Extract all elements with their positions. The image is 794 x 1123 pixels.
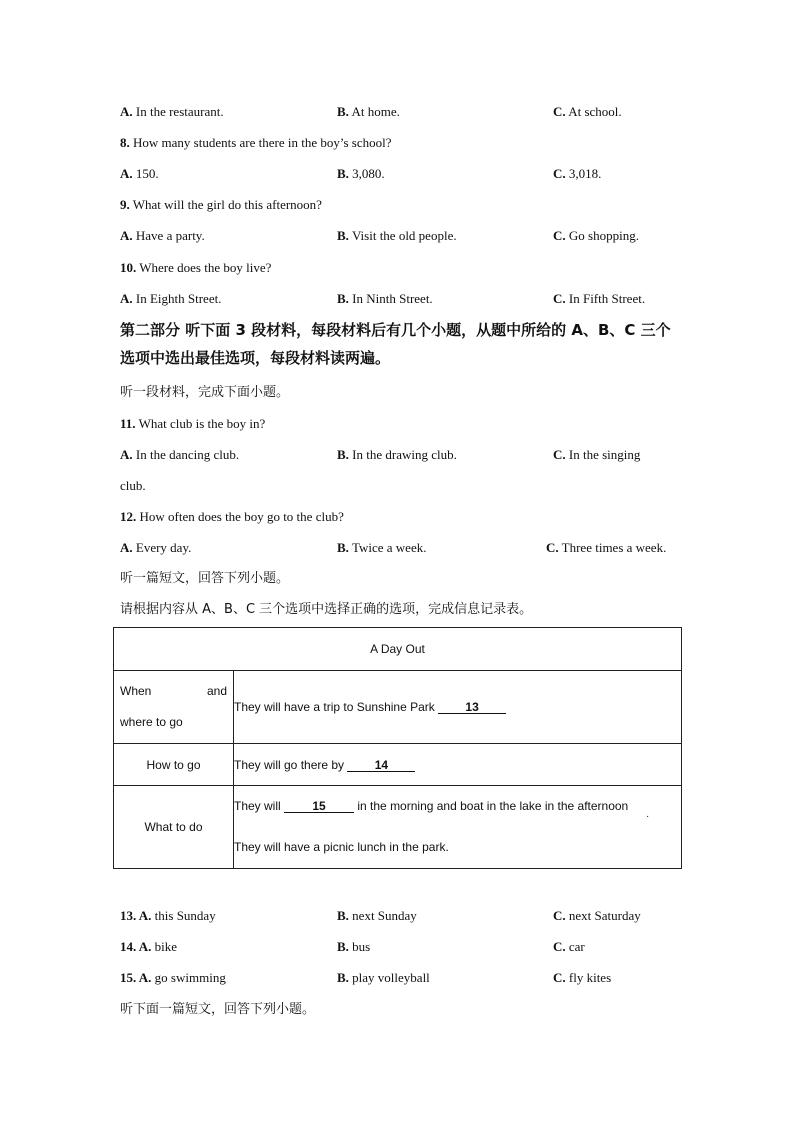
stray-dot: .: [646, 809, 649, 820]
part2-intro: 听一段材料，完成下面小题。: [120, 385, 290, 400]
q9-option-a[interactable]: A. Have a party.: [120, 228, 205, 243]
q8-options: [0, 166, 794, 182]
table-row: [114, 744, 682, 786]
q15-options: [0, 970, 794, 986]
q11-options: [0, 447, 794, 463]
q8-option-c[interactable]: C. 3,018.: [553, 166, 602, 181]
q14-option-b[interactable]: B. bus: [337, 939, 371, 954]
q7-option-a[interactable]: A. In the restaurant.: [120, 104, 224, 119]
q9-question: 9. What will the girl do this afternoon?: [120, 197, 322, 212]
q11-question: 11. What club is the boy in?: [120, 416, 266, 431]
q15-option-b[interactable]: B. play volleyball: [337, 970, 430, 985]
q14-option-a[interactable]: 14. A. bike: [120, 939, 178, 954]
q8-option-b[interactable]: B. 3,080.: [337, 166, 385, 181]
blank-14[interactable]: 14: [347, 759, 415, 772]
row-label-when-where: When and where to go: [114, 671, 234, 744]
q9-options: [0, 228, 794, 244]
q13-option-c[interactable]: C. next Saturday: [553, 908, 641, 923]
row-label-how-to-go: How to go: [114, 744, 234, 786]
row-content-trip: They will have a trip to Sunshine Park 13: [234, 671, 682, 744]
info-record-table: [113, 627, 682, 869]
q7-option-c[interactable]: C. At school.: [553, 104, 622, 119]
row-label-what-to-do: What to do: [114, 786, 234, 869]
q13-option-b[interactable]: B. next Sunday: [337, 908, 417, 923]
q7-option-b[interactable]: B. At home.: [337, 104, 400, 119]
q15-option-a[interactable]: 15. A. go swimming: [120, 970, 226, 985]
q13-option-a[interactable]: 13. A. this Sunday: [120, 908, 216, 923]
q9-option-c[interactable]: C. Go shopping.: [553, 228, 639, 243]
q11-option-c-continued: club.: [120, 478, 146, 493]
row-content-picnic: They will have a picnic lunch in the park.: [234, 840, 449, 854]
q12-options: [0, 540, 794, 556]
q11-option-b[interactable]: B. In the drawing club.: [337, 447, 457, 462]
q10-options: [0, 291, 794, 307]
passage-intro: 听一篇短文，回答下列小题。: [120, 571, 290, 586]
q14-options: [0, 939, 794, 955]
q8-question: 8. How many students are there in the boy’s school?: [120, 135, 392, 150]
q12-option-a[interactable]: A. Every day.: [120, 540, 192, 555]
q10-option-c[interactable]: C. In Fifth Street.: [553, 291, 646, 306]
q11-option-a[interactable]: A. In the dancing club.: [120, 447, 240, 462]
passage-instruction: 请根据内容从 A、B、C 三个选项中选择正确的选项，完成信息记录表。: [120, 602, 533, 617]
q10-option-a[interactable]: A. In Eighth Street.: [120, 291, 222, 306]
q9-option-b[interactable]: B. Visit the old people.: [337, 228, 457, 243]
row-content-transport: They will go there by 14: [234, 744, 682, 786]
q15-option-c[interactable]: C. fly kites: [553, 970, 612, 985]
table-caption: A Day Out: [114, 628, 682, 671]
next-passage-intro: 听下面一篇短文，回答下列小题。: [120, 1002, 316, 1017]
q12-option-c[interactable]: C. Three times a week.: [546, 540, 667, 555]
blank-13[interactable]: 13: [438, 701, 506, 714]
q10-question: 10. Where does the boy live?: [120, 260, 272, 275]
q12-question: 12. How often does the boy go to the club?: [120, 509, 344, 524]
q14-option-c[interactable]: C. car: [553, 939, 585, 954]
q11-option-c[interactable]: C. In the singing: [553, 447, 641, 462]
q10-option-b[interactable]: B. In Ninth Street.: [337, 291, 433, 306]
q12-option-b[interactable]: B. Twice a week.: [337, 540, 427, 555]
blank-15[interactable]: 15: [284, 800, 354, 813]
table-caption-row: [114, 628, 682, 671]
table-row: [114, 671, 682, 744]
row-content-activities: They will 15 in the morning and boat in the lake in the afternoon . They will have a picnic lunch in the park.: [234, 786, 682, 869]
table-row: [114, 786, 682, 869]
q13-options: [0, 908, 794, 924]
q7-options: [0, 104, 794, 120]
part2-heading: 第二部分 听下面 3 段材料，每段材料后有几个小题，从题中所给的 A、B、C 三个选项中选出最佳选项，每段材料读两遍。: [120, 321, 671, 367]
q8-option-a[interactable]: A. 150.: [120, 166, 159, 181]
